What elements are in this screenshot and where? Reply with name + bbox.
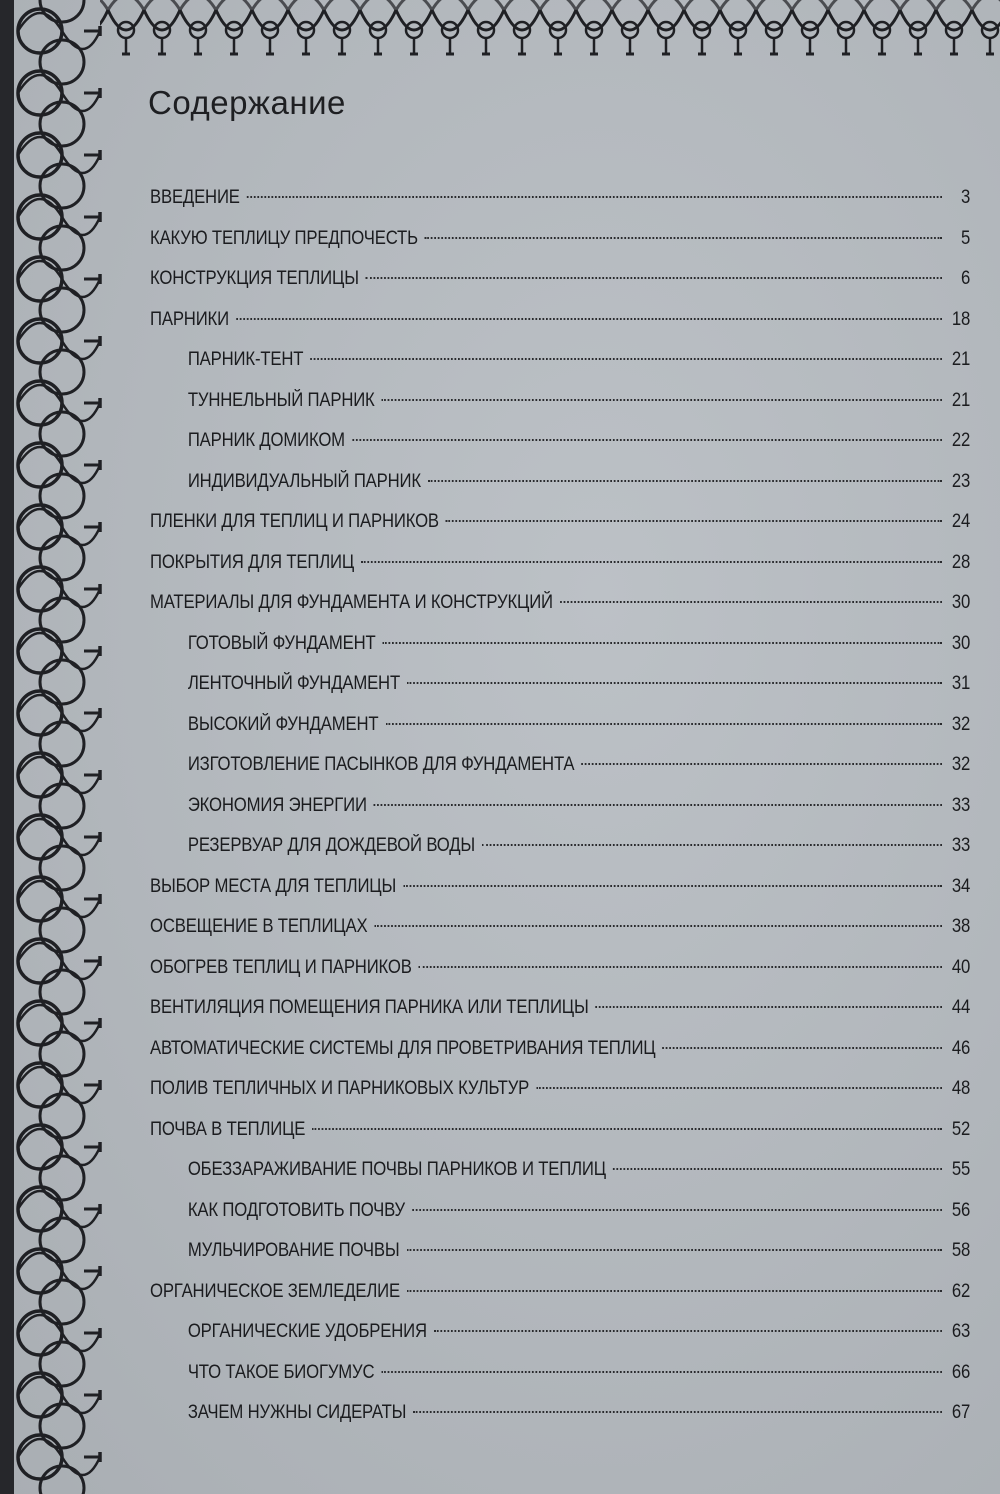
toc-entry-title: ОРГАНИЧЕСКОЕ ЗЕМЛЕДЕЛИЕ [150, 1280, 400, 1302]
toc-dot-leader [381, 1371, 942, 1373]
decorative-left-border [0, 0, 108, 1494]
toc-entry-title: ВВЕДЕНИЕ [150, 187, 240, 208]
toc-entry-page-number: 30 [951, 592, 971, 613]
toc-dot-leader [536, 1087, 942, 1089]
toc-entry-title: ВЫБОР МЕСТА ДЛЯ ТЕПЛИЦЫ [150, 875, 397, 897]
toc-dot-leader [412, 1209, 942, 1211]
toc-entry-page-number: 58 [951, 1240, 971, 1261]
toc-entry-title: ЭКОНОМИЯ ЭНЕРГИИ [187, 794, 367, 816]
toc-entry [150, 583, 970, 624]
toc-entry-page-number: 67 [951, 1402, 971, 1423]
toc-entry-title: ГОТОВЫЙ ФУНДАМЕНТ [187, 632, 376, 654]
toc-entry [150, 219, 970, 260]
toc-entry-page-number: 66 [951, 1361, 971, 1383]
toc-dot-leader [374, 804, 942, 806]
toc-dot-leader [366, 277, 942, 279]
toc-entry-title: КАКУЮ ТЕПЛИЦУ ПРЕДПОЧЕСТЬ [150, 227, 418, 249]
toc-dot-leader [419, 966, 942, 968]
toc-entry [150, 381, 970, 422]
toc-entry-title: ОРГАНИЧЕСКИЕ УДОБРЕНИЯ [187, 1321, 427, 1342]
toc-entry [150, 340, 970, 381]
toc-dot-leader [413, 1411, 942, 1413]
toc-entry-page-number: 24 [951, 511, 971, 532]
toc-dot-leader [361, 561, 942, 563]
toc-entry [150, 1393, 970, 1434]
toc-entry-title: ЧТО ТАКОЕ БИОГУМУС [187, 1361, 375, 1383]
toc-dot-leader [596, 1006, 942, 1008]
toc-entry [150, 867, 970, 908]
toc-entry-title: ОСВЕЩЕНИЕ В ТЕПЛИЦАХ [150, 916, 368, 937]
toc-entry-page-number: 3 [961, 187, 971, 208]
toc-entry-title: ПОЧВА В ТЕПЛИЦЕ [150, 1118, 306, 1140]
toc-entry-title: ТУННЕЛЬНЫЙ ПАРНИК [187, 389, 375, 411]
toc-entry [150, 259, 970, 300]
toc-dot-leader [581, 763, 942, 765]
toc-entry [150, 300, 970, 341]
toc-entry-page-number: 28 [951, 551, 971, 573]
toc-entry [150, 1150, 970, 1191]
toc-dot-leader [663, 1047, 942, 1049]
toc-dot-leader [236, 318, 942, 320]
toc-entry [150, 1353, 970, 1394]
toc-entry-page-number: 21 [951, 349, 971, 370]
toc-entry-title: АВТОМАТИЧЕСКИЕ СИСТЕМЫ ДЛЯ ПРОВЕТРИВАНИЯ ТЕПЛИЦ [150, 1037, 656, 1059]
toc-dot-leader [374, 925, 942, 927]
toc-entry-page-number: 63 [951, 1321, 971, 1342]
toc-dot-leader [434, 1330, 942, 1332]
toc-entry-page-number: 32 [951, 754, 971, 775]
toc-entry-title: ВЫСОКИЙ ФУНДАМЕНТ [187, 713, 379, 735]
toc-entry-page-number: 31 [951, 673, 971, 694]
toc-entry-page-number: 62 [951, 1280, 971, 1302]
toc-entry-title: ИЗГОТОВЛЕНИЕ ПАСЫНКОВ ДЛЯ ФУНДАМЕНТА [187, 754, 575, 775]
toc-entry [150, 948, 970, 989]
toc-dot-leader [428, 480, 942, 482]
toc-entry-page-number: 34 [951, 875, 971, 897]
toc-dot-leader [407, 1290, 942, 1292]
toc-entry-title: ПЛЕНКИ ДЛЯ ТЕПЛИЦ И ПАРНИКОВ [150, 511, 439, 532]
toc-entry-title: ОБЕЗЗАРАЖИВАНИЕ ПОЧВЫ ПАРНИКОВ И ТЕПЛИЦ [187, 1159, 606, 1180]
toc-entry [150, 543, 970, 584]
toc-entry-page-number: 18 [951, 308, 971, 330]
toc-dot-leader [403, 885, 942, 887]
toc-entry-page-number: 32 [951, 713, 971, 735]
toc-dot-leader [560, 601, 942, 603]
toc-entry [150, 1272, 970, 1313]
toc-dot-leader [482, 844, 942, 846]
toc-entry [150, 502, 970, 543]
toc-entry-page-number: 21 [951, 389, 971, 411]
toc-entry-title: РЕЗЕРВУАР ДЛЯ ДОЖДЕВОЙ ВОДЫ [187, 835, 475, 856]
toc-dot-leader [425, 237, 942, 239]
toc-dot-leader [446, 520, 942, 522]
toc-entry-page-number: 55 [951, 1159, 971, 1180]
toc-entry-title: ВЕНТИЛЯЦИЯ ПОМЕЩЕНИЯ ПАРНИКА ИЛИ ТЕПЛИЦЫ [150, 997, 589, 1018]
toc-dot-leader [407, 1249, 942, 1251]
toc-entry-page-number: 46 [951, 1037, 971, 1059]
toc-entry-title: ОБОГРЕВ ТЕПЛИЦ И ПАРНИКОВ [150, 956, 412, 978]
toc-entry [150, 1191, 970, 1232]
toc-entry [150, 1231, 970, 1272]
toc-entry-title: ПАРНИКИ [150, 308, 229, 330]
toc-entry-page-number: 56 [951, 1199, 971, 1221]
toc-entry-title: ИНДИВИДУАЛЬНЫЙ ПАРНИК [187, 470, 421, 492]
toc-dot-leader [385, 723, 942, 725]
toc-entry-title: МАТЕРИАЛЫ ДЛЯ ФУНДАМЕНТА И КОНСТРУКЦИЙ [150, 592, 553, 613]
toc-entry-page-number: 22 [951, 430, 971, 451]
toc-dot-leader [310, 358, 942, 360]
toc-dot-leader [382, 399, 942, 401]
toc-dot-leader [613, 1168, 942, 1170]
toc-entry-title: ПАРНИК ДОМИКОМ [187, 430, 345, 451]
toc-entry-page-number: 38 [951, 916, 971, 937]
toc-entry [150, 178, 970, 219]
toc-entry-title: ЗАЧЕМ НУЖНЫ СИДЕРАТЫ [187, 1402, 407, 1423]
toc-entry [150, 624, 970, 665]
toc-dot-leader [247, 196, 942, 198]
toc-entry [150, 664, 970, 705]
toc-entry-page-number: 40 [951, 956, 971, 978]
toc-entry-page-number: 30 [951, 632, 971, 654]
toc-entry-page-number: 48 [951, 1078, 971, 1099]
toc-entry-title: ПОКРЫТИЯ ДЛЯ ТЕПЛИЦ [150, 551, 355, 573]
toc-entry-title: МУЛЬЧИРОВАНИЕ ПОЧВЫ [187, 1240, 400, 1261]
table-of-contents [150, 178, 970, 1434]
toc-dot-leader [407, 682, 942, 684]
toc-dot-leader [312, 1128, 942, 1130]
toc-entry [150, 988, 970, 1029]
toc-entry [150, 705, 970, 746]
toc-entry [150, 745, 970, 786]
toc-entry [150, 1312, 970, 1353]
toc-entry-title: КОНСТРУКЦИЯ ТЕПЛИЦЫ [150, 268, 359, 289]
toc-entry-title: ПАРНИК-ТЕНТ [187, 349, 304, 370]
toc-entry-page-number: 44 [951, 997, 971, 1018]
toc-dot-leader [352, 439, 942, 441]
toc-entry [150, 826, 970, 867]
toc-entry-page-number: 23 [951, 470, 971, 492]
toc-entry-page-number: 52 [951, 1118, 971, 1140]
toc-entry-page-number: 33 [951, 794, 971, 816]
toc-entry-page-number: 5 [961, 227, 971, 249]
toc-entry [150, 907, 970, 948]
toc-entry-page-number: 33 [951, 835, 971, 856]
toc-entry [150, 1069, 970, 1110]
toc-entry [150, 1110, 970, 1151]
toc-entry-page-number: 6 [961, 268, 971, 289]
toc-entry [150, 1029, 970, 1070]
decorative-top-border [0, 0, 1000, 58]
toc-entry [150, 786, 970, 827]
toc-entry-title: ЛЕНТОЧНЫЙ ФУНДАМЕНТ [187, 673, 400, 694]
toc-entry [150, 462, 970, 503]
toc-dot-leader [383, 642, 942, 644]
toc-entry-title: ПОЛИВ ТЕПЛИЧНЫХ И ПАРНИКОВЫХ КУЛЬТУР [150, 1078, 530, 1099]
page-title: Содержание [148, 84, 346, 121]
toc-entry [150, 421, 970, 462]
toc-entry-title: КАК ПОДГОТОВИТЬ ПОЧВУ [187, 1199, 406, 1221]
